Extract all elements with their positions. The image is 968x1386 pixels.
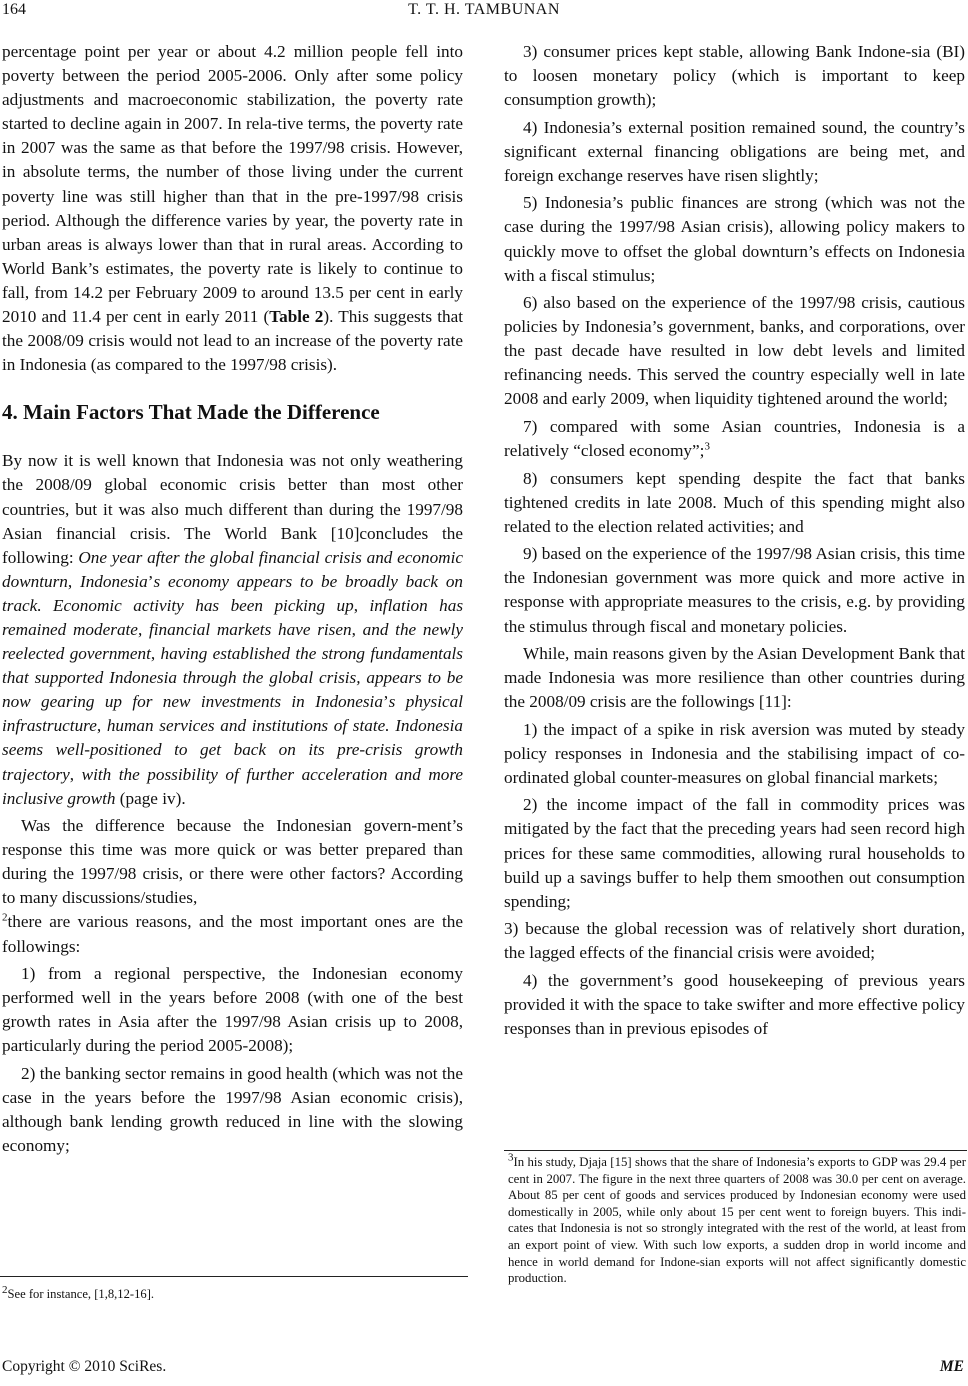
running-head: T. T. H. TAMBUNAN <box>408 1 560 18</box>
page-header <box>0 0 968 28</box>
copyright-notice: Copyright © 2010 SciRes. <box>2 1358 167 1375</box>
list-item: 4) the government’s good housekeeping of previous years provided it with the space to take swifter and more effective policy responses than in previous episodes of <box>504 970 965 1038</box>
list-item: 3) consumer prices kept stable, allowing Bank Indone-sia (BI) to loosen monetary policy (which is important to keep consumption growth); <box>504 42 965 110</box>
list-item: 9) based on the experience of the 1997/98 Asian crisis, this time the Indonesian government was more quick and more active in response with appropriate measures to the crisis, e.g. by providing the stimulus through fiscal and monetary policies. <box>504 544 965 636</box>
footnote-marker-3: 3 <box>704 440 710 453</box>
list-item: 4) Indonesia’s external position remained sound, the country’s significant external financing obligations are being met, and foreign exchange reserves have risen slightly; <box>504 117 965 185</box>
list-item: 2) the banking sector remains in good health (which was not the case in the years before the 1997/98 Asian economic crisis), although bank lending growth reduced in line with the slowing economy; <box>2 1063 463 1156</box>
footnote-marker-2: 2 <box>2 911 8 924</box>
footnote-divider <box>0 1276 468 1277</box>
journal-abbreviation: ME <box>939 1358 964 1375</box>
list-item: 2) the income impact of the fall in commodity prices was mitigated by the fact that the preceding years had seen record high prices for these same commodities, allowing rural households to build up a savings buffer to help them smoothen out consumption spending; <box>504 795 965 911</box>
list-item: 7) compared with some Asian countries, Indonesia is a relatively “closed economy”;$^3$ <box>504 416 965 461</box>
list-item: 8) consumers kept spending despite the fact that banks tightened credits in late 2008. Much of this spending might also related to the election related activities; and <box>504 468 965 536</box>
section-heading: 4. Main Factors That Made the Difference <box>2 400 380 425</box>
list-item: 6) also based on the experience of the 1997/98 crisis, cautious policies by Indonesia’s government, banks, and corporations, over the past decade have resulted in low debt levels and limited refinancing needs. This served the country especially well in late 2008 and early 2009, when liquidity tightened around the world; <box>504 293 965 409</box>
list-item: 1) the impact of a spike in risk aversion was muted by steady policy responses in Indonesia and the stabilising impact of co-ordinated global counter-measures on global financial markets; <box>504 719 965 787</box>
footnote-2: $^2$See for instance, [1,8,12-16]. <box>2 1283 155 1301</box>
paragraph-difference: Was the difference because the Indonesian govern-ment’s response this time was more quick or was better prepared than during the 1997/98 crisis, or there were other factors? According to many discussions/studies, $^2$there are various reasons, and the most important ones are the followings: <box>2 816 463 956</box>
right-column <box>504 40 965 1041</box>
list-item: 5) Indonesia’s public finances are strong (which was not the case during the 1997/98 Asian crisis), allowing policy makers to quickly move to offset the global downturn’s effects on Indonesia with a fiscal stimulus; <box>504 193 965 285</box>
page-footer <box>0 1358 968 1380</box>
list-item: 1) from a regional perspective, the Indonesian economy performed well in the years before 2008 (with one of the best growth rates in Asia after the 1997/98 Asian crisis up to 2008, particularly during the period 2005-2008); <box>2 964 463 1056</box>
paragraph-world-bank: By now it is well known that Indonesia was not only weathering the 2008/09 global economic crisis better than most other countries, but it was also much different than during the 1997/98 Asian financial crisis. The World Bank [10]concludes the following: One year after the global financial crisis and economic downturn, Indonesia’s economy appears to be broadly back on track. Economic activity has been picking up, inflation has remained moderate, financial markets have risen, and the newly reelected government, having established the strong fundamentals that supported Indonesia through the global crisis, appears to be now gearing up for new investments in Indonesia’s physical infrastructure, human services and institutions of state. Indonesia seems well-positioned to get back on its pre-crisis growth trajectory, with the possibility of further acceleration and more inclusive growth (page iv). <box>2 451 464 808</box>
paragraph-adb: While, main reasons given by the Asian Development Bank that made Indonesia was more resilience than other countries during the 2008/09 crisis are the followings [11]: <box>504 643 965 712</box>
footnote-divider <box>504 1150 967 1151</box>
footnote-3: $^3$In his study, Djaja [15] shows that the share of Indonesia’s exports to GDP was 29.4 per cent in 2007. The figure in the next three quarters of 2008 was 30.0 per cent on average. About 85 per cent of goods and services produced by Indonesian economy were used domestically in 2005, while only about 15 per cent went to foreign buyers. This indi-cates that Indonesia is not so strongly integrated with the rest of the world, at least from an export point of view. With such low exports, a sudden drop in world income and hence in world demand for Indone-sian exports will not affect significantly domestic production. <box>508 1151 966 1286</box>
list-item: 3) because the global recession was of relatively short duration, the lagged effects of the financial crisis were avoided; <box>504 919 965 963</box>
table-reference: Table 2 <box>269 307 324 327</box>
paragraph-poverty: percentage point per year or about 4.2 million people fell into poverty between the period 2005-2006. Only after some policy adjustments and macroeconomic stabilization, the poverty rate started to decline again in 2007. In rela-tive terms, the poverty rate in 2007 was the same as that before the 1997/98 crisis. However, in absolute terms, the number of those living under the current poverty line was still higher than that in the pre-1997/98 crisis period. Although the difference varies by year, the poverty rate in urban areas is always lower than that in rural areas. According to World Bank’s estimates, the poverty rate is likely to continue to fall, from 14.2 per February 2009 to around 13.5 per cent in early 2010 and 11.4 per cent in early 2011 (Table 2). This suggests that the 2008/09 crisis would not lead to an increase of the poverty rate in Indonesia (as compared to the 1997/98 crisis). <box>2 42 463 375</box>
left-column <box>2 40 463 1158</box>
page-number: 164 <box>2 1 26 18</box>
